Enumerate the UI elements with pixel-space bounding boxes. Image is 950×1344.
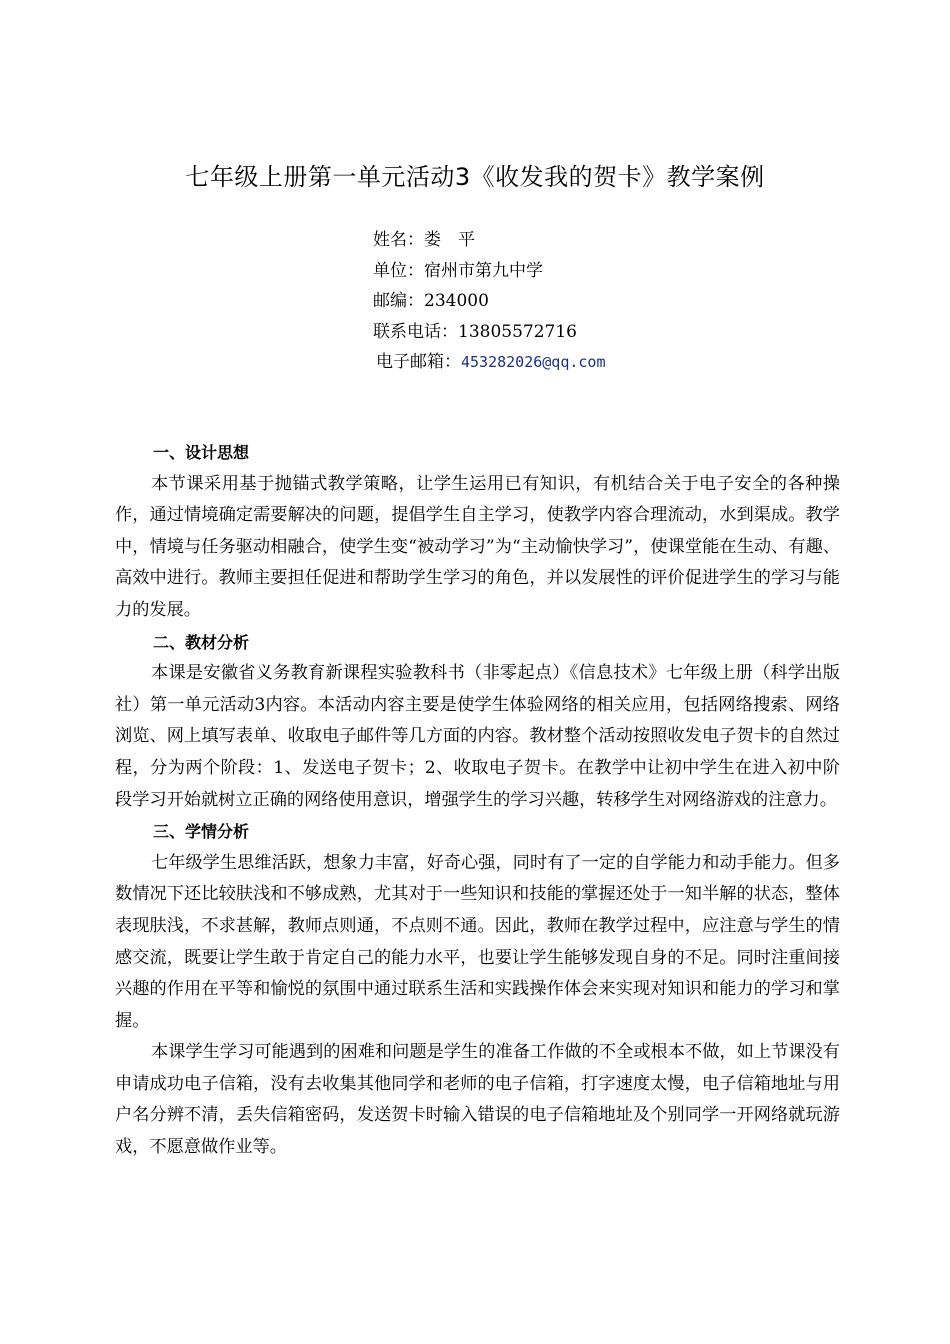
author-email-row (376, 347, 606, 378)
section-paragraph: 七年级学生思维活跃，想象力丰富，好奇心强，同时有了一定的自学能力和动手能力。但多数情况下还比较肤浅和不够成熟，尤其对于一些知识和技能的掌握还处于一知半解的状态，整体表现肤浅，不求甚解，教师点则通，不点则不通。因此，教师在教学过程中，应注意与学生的情感交流，既要让学生敢于肯定自己的能力水平，也要让学生能够发现自身的不足。同时注重间接兴趣的作用在平等和愉悦的氛围中通过联系生活和实践操作体会来实现对知识和能力的学习和掌握。 (115, 852, 840, 1031)
email-link[interactable]: 453282026@qq.com (461, 353, 606, 371)
document-title: 七年级上册第一单元活动3《收发我的贺卡》教学案例 (185, 163, 765, 191)
author-phone: 联系电话：13805572716 (373, 321, 577, 342)
author-info (373, 225, 606, 378)
email-label: 电子邮箱： (376, 352, 461, 372)
author-name: 姓名：娄 平 (373, 230, 475, 250)
section-paragraph: 本课学生学习可能遇到的困难和问题是学生的准备工作做的不全或根本不做，如上节课没有申请成功电子信箱，没有去收集其他同学和老师的电子信箱，打字速度太慢，电子信箱地址与用户名分辨不清，丢失信箱密码，发送贺卡时输入错误的电子信箱地址及个别同学一开网络就玩游戏，不愿意做作业等。 (115, 1042, 840, 1158)
author-unit: 单位：宿州市第九中学 (373, 260, 543, 281)
section-heading-students: 三、学情分析 (153, 822, 250, 842)
document-body (115, 437, 840, 1164)
section-paragraph: 本节课采用基于抛锚式教学策略，让学生运用已有知识，有机结合关于电子安全的各种操作，通过情境确定需要解决的问题，提倡学生自主学习，使教学内容合理流动，水到渠成。教学中，情境与任务驱动相融合，使学生变“被动学习”为“主动愉快学习”，使课堂能在生动、有趣、高效中进行。教师主要担任促进和帮助学生学习的角色，并以发展性的评价促进学生的学习与能力的发展。 (115, 473, 840, 620)
section-paragraph: 本课是安徽省义务教育新课程实验教科书（非零起点）《信息技术》七年级上册（科学出版社）第一单元活动3内容。本活动内容主要是使学生体验网络的相关应用，包括网络搜索、网络浏览、网上填写表单、收取电子邮件等几方面的内容。教材整个活动按照收发电子贺卡的自然过程，分为两个阶段：1、发送电子贺卡；2、收取电子贺卡。在教学中让初中学生在进入初中阶段学习开始就树立正确的网络使用意识，增强学生的学习兴趣，转移学生对网络游戏的注意力。 (115, 663, 840, 810)
section-heading-design: 一、设计思想 (153, 443, 250, 462)
author-postcode: 邮编：234000 (373, 291, 489, 311)
section-heading-textbook: 二、教材分析 (153, 632, 250, 652)
